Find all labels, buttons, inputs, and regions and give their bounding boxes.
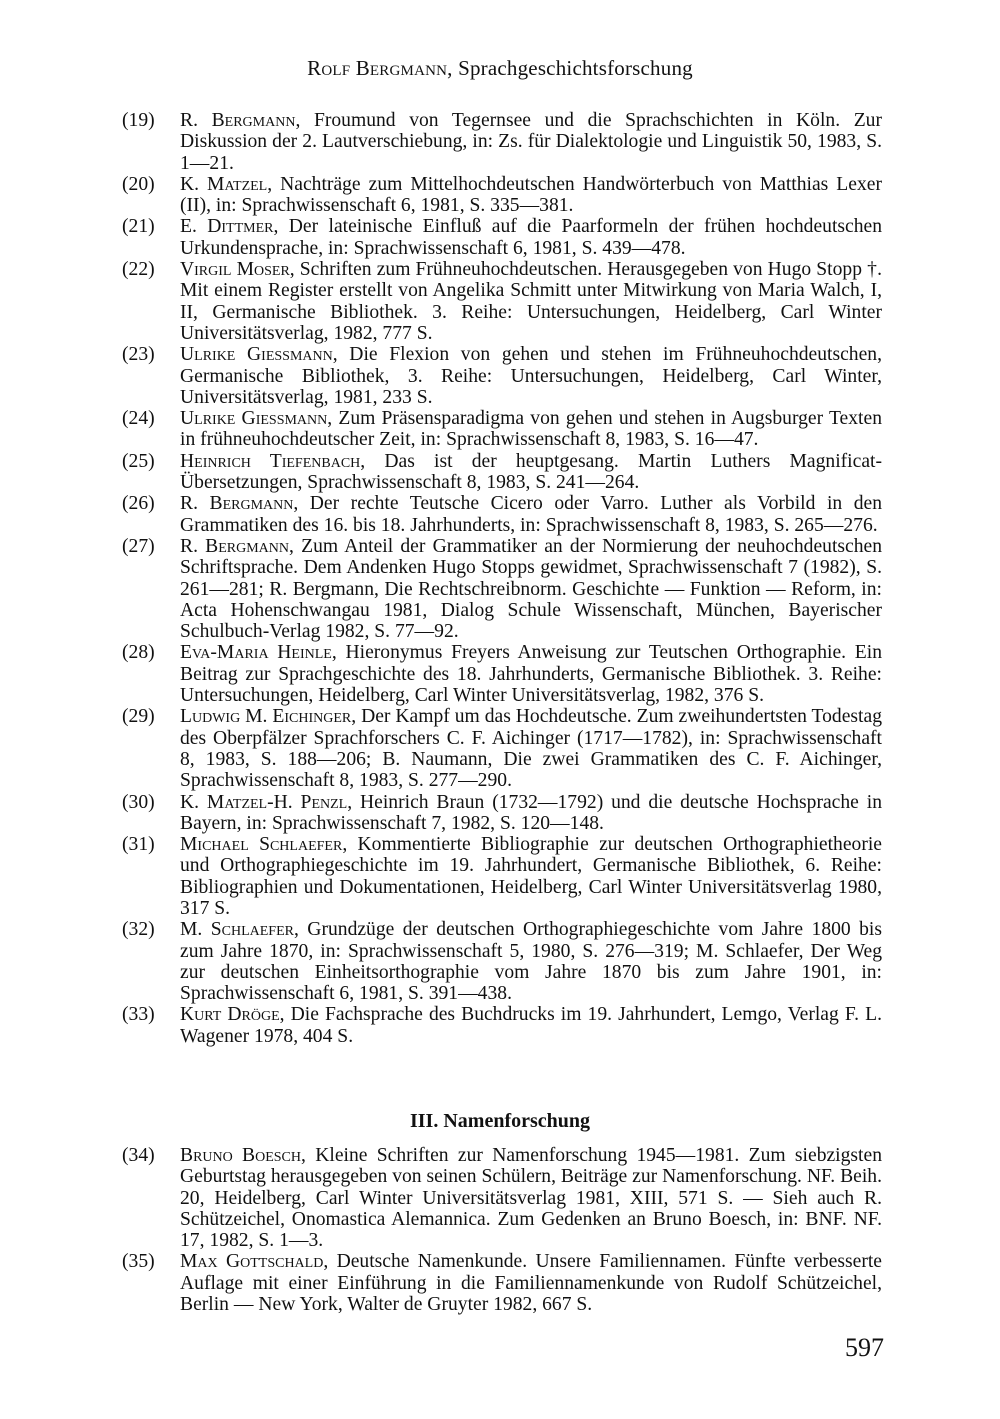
reference-list-namenforschung bbox=[122, 1145, 882, 1315]
reference-number: (33) bbox=[122, 1004, 155, 1026]
reference-number: (25) bbox=[122, 450, 155, 472]
reference-item bbox=[122, 536, 882, 642]
page-number: 597 bbox=[845, 1333, 884, 1362]
reference-item bbox=[122, 493, 882, 536]
reference-author: K. Matzel-H. Penzl bbox=[180, 791, 348, 813]
reference-text: , Der Kampf um das Hochdeutsche. Zum zweihundertsten Todestag des Oberpfälzer Sprachforschers C. F. Aichinger (1717—1782), in: Sprachwissenschaft 8, 1983, S. 188—206; B. Naumann, Die zwei Grammatiken des C. F. Aichinger, Sprachwissenschaft 8, 1983, S. 277—290. bbox=[180, 706, 882, 792]
reference-number: (26) bbox=[122, 493, 155, 515]
reference-number: (20) bbox=[122, 173, 155, 195]
reference-text: , Der lateinische Einfluß auf die Paarformeln der frühen hochdeutschen Urkundensprache, in: Sprachwissenschaft 6, 1981, S. 439—478. bbox=[180, 216, 882, 259]
running-head-separator: , bbox=[447, 56, 459, 80]
reference-item bbox=[122, 1251, 882, 1315]
reference-author: R. Bergmann bbox=[180, 535, 290, 557]
reference-author: Ludwig M. Eichinger bbox=[180, 706, 352, 728]
reference-author: Virgil Moser bbox=[180, 259, 290, 281]
reference-item bbox=[122, 1145, 882, 1251]
reference-author: Ulrike Giessmann bbox=[180, 344, 333, 366]
reference-number: (30) bbox=[122, 791, 155, 813]
reference-number: (22) bbox=[122, 259, 155, 281]
reference-text: , Heinrich Braun (1732—1792) und die deutsche Hochsprache in Bayern, in: Sprachwissenschaft 7, 1982, S. 120—148. bbox=[180, 791, 882, 834]
reference-number: (35) bbox=[122, 1251, 155, 1273]
reference-text: , Nachträge zum Mittelhochdeutschen Handwörterbuch von Matthias Lexer (II), in: Sprachwissenschaft 6, 1981, S. 335—381. bbox=[180, 173, 882, 217]
reference-item bbox=[122, 1004, 882, 1047]
reference-text: , Grundzüge der deutschen Orthographiegeschichte vom Jahre 1800 bis zum Jahre 1870, in: Sprachwissenschaft 5, 1980, S. 276—319; M. Schlaefer, Der Weg zur deutschen Einheitsorthographie vom Jahre 1870 bis zum Jahre 1901, in: Sprachwissenschaft 6, 1981, S. 391—438. bbox=[180, 919, 882, 1005]
reference-item bbox=[122, 919, 882, 1004]
reference-item bbox=[122, 344, 882, 408]
reference-text: , Froumund von Tegernsee und die Sprachschichten in Köln. Zur Diskussion der 2. Lautverschiebung, in: Zs. für Dialektologie und Linguistik 50, 1983, S. 1—21. bbox=[180, 110, 882, 174]
reference-text: , Die Fachsprache des Buchdrucks im 19. Jahrhundert, Lemgo, Verlag F. L. Wagener 1978, 404 S. bbox=[180, 1004, 882, 1047]
reference-author: Bruno Boesch bbox=[180, 1145, 302, 1166]
section-heading: III. Namenforschung bbox=[409, 1110, 591, 1132]
reference-author: R. Bergmann bbox=[180, 493, 294, 515]
reference-number: (27) bbox=[122, 535, 155, 557]
reference-text: , Zum Anteil der Grammatiker an der Normierung der neuhochdeutschen Schriftsprache. Dem Andenken Hugo Stopps gewidmet, Sprachwissenschaft 7 (1982), S. 261—281; R. Bergmann, Die Rechtschreibnorm. Geschichte — Funktion — Reform, in: Acta Hohenschwangau 1981, Dialog Schule Wissenschaft, München, Bayerischer Schulbuch-Verlag 1982, S. 77—92. bbox=[180, 535, 882, 643]
reference-item bbox=[122, 706, 882, 791]
reference-author: Kurt Dröge bbox=[180, 1004, 280, 1026]
reference-number: (19) bbox=[122, 110, 155, 131]
reference-text: , Deutsche Namenkunde. Unsere Familiennamen. Fünfte verbesserte Auflage mit einer Einführung in die Familiennamenkunde von Rudolf Schützeichel, Berlin — New York, Walter de Gruyter 1982, 667 S. bbox=[180, 1251, 882, 1316]
running-head-title: Sprachgeschichtsforschung bbox=[458, 56, 693, 80]
reference-author: Michael Schlaefer bbox=[180, 834, 343, 856]
reference-text: , Hieronymus Freyers Anweisung zur Teutschen Orthographie. Ein Beitrag zur Sprachgeschichte des 18. Jahrhunderts, Germanische Bibliothek. 3. Reihe: Untersuchungen, Heidelberg, Carl Winter Universitätsverlag, 1982, 376 S. bbox=[180, 642, 882, 707]
reference-item bbox=[122, 174, 882, 217]
reference-author: R. Bergmann bbox=[180, 110, 296, 131]
reference-author: Eva-Maria Heinle bbox=[180, 642, 332, 664]
reference-item bbox=[122, 834, 882, 919]
reference-item bbox=[122, 451, 882, 494]
reference-number: (21) bbox=[122, 216, 155, 238]
running-head-author: Rolf Bergmann bbox=[307, 56, 448, 80]
reference-number: (29) bbox=[122, 706, 155, 728]
reference-text: , Das ist der heuptgesang. Martin Luthers Magnificat-Übersetzungen, Sprachwissenschaft 8, 1983, S. 241—264. bbox=[180, 450, 882, 494]
reference-item bbox=[122, 792, 882, 835]
reference-item bbox=[122, 216, 882, 259]
reference-number: (34) bbox=[122, 1145, 155, 1166]
reference-author: K. Matzel bbox=[180, 173, 268, 195]
reference-text: , Kommentierte Bibliographie zur deutschen Orthographietheorie und Orthographiegeschichte im 19. Jahrhundert, Germanische Bibliothek, 6. Reihe: Bibliographien und Dokumentationen, Heidelberg, Carl Winter Universitätsverlag 1980, 317 S. bbox=[180, 834, 882, 919]
reference-number: (28) bbox=[122, 642, 155, 664]
reference-text: , Die Flexion von gehen und stehen im Frühneuhochdeutschen, Germanische Bibliothek, 3. Reihe: Untersuchungen, Heidelberg, Carl Winter, Universitätsverlag, 1981, 233 S. bbox=[180, 344, 882, 408]
reference-text: , Kleine Schriften zur Namenforschung 1945—1981. Zum siebzigsten Geburtstag herausgegeben von seinen Schülern, Beiträge zur Namenforschung. NF. Beih. 20, Heidelberg, Carl Winter Universitätsverlag 1981, XIII, 571 S. — Sieh auch R. Schützeichel, Onomastica Alemannica. Zum Gedenken an Bruno Boesch, in: BNF. NF. 17, 1982, S. 1—3. bbox=[180, 1145, 882, 1252]
reference-number: (23) bbox=[122, 344, 155, 366]
running-head bbox=[0, 56, 1000, 81]
reference-number: (32) bbox=[122, 919, 155, 941]
reference-author: Heinrich Tiefenbach bbox=[180, 450, 361, 472]
reference-item bbox=[122, 408, 882, 451]
reference-number: (24) bbox=[122, 408, 155, 430]
reference-text: , Schriften zum Frühneuhochdeutschen. Herausgegeben von Hugo Stopp †. Mit einem Register erstellt von Angelika Schmitt unter Mitwirkung von Maria Walch, I, II, Germanische Bibliothek. 3. Reihe: Untersuchungen, Heidelberg, Carl Winter Universitätsverlag, 1982, 777 S. bbox=[180, 259, 882, 344]
reference-author: M. Schlaefer bbox=[180, 919, 294, 941]
reference-list bbox=[122, 110, 882, 1047]
reference-author: Ulrike Giessmann bbox=[180, 408, 328, 430]
reference-item bbox=[122, 259, 882, 344]
reference-text: , Zum Präsensparadigma von gehen und stehen in Augsburger Texten in frühneuhochdeutscher Zeit, in: Sprachwissenschaft 8, 1983, S. 16—47. bbox=[180, 408, 882, 451]
reference-item bbox=[122, 110, 882, 174]
reference-text: , Der rechte Teutsche Cicero oder Varro. Luther als Vorbild in den Grammatiken des 16. bis 18. Jahrhunderts, in: Sprachwissenschaft 8, 1983, S. 265—276. bbox=[180, 493, 883, 536]
reference-author: E. Dittmer bbox=[180, 216, 274, 238]
reference-author: Max Gottschald bbox=[180, 1251, 324, 1273]
reference-item bbox=[122, 642, 882, 706]
reference-number: (31) bbox=[122, 834, 155, 856]
